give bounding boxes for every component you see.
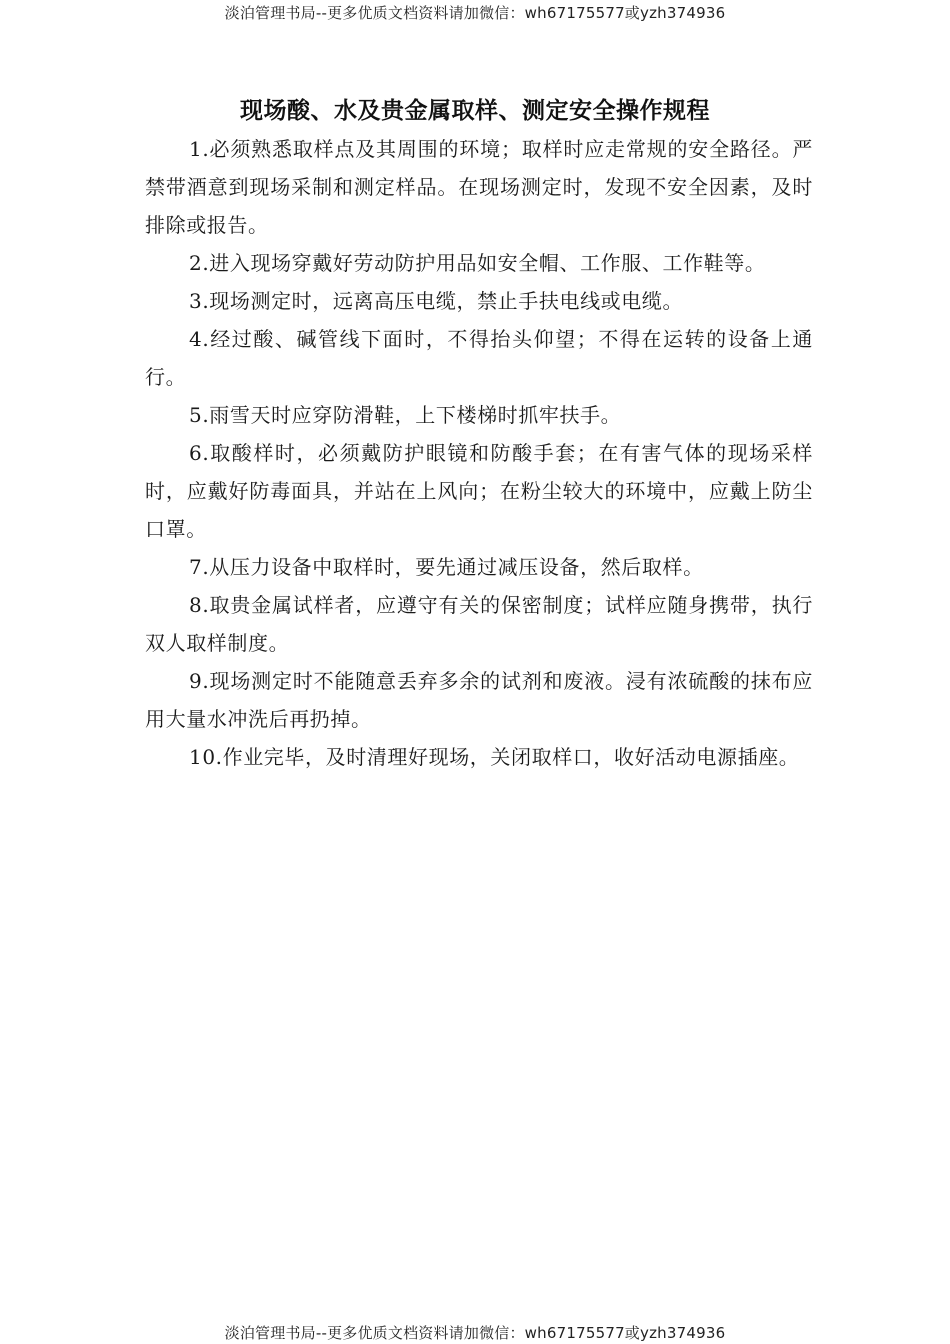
paragraph-5: 5.雨雪天时应穿防滑鞋，上下楼梯时抓牢扶手。 <box>189 403 622 427</box>
paragraph-1: 1.必须熟悉取样点及其周围的环境；取样时应走常规的安全路径。严禁带酒意到现场采制和测定样品。在现场测定时，发现不安全因素，及时排除或报告。 <box>145 137 813 237</box>
paragraph-7: 7.从压力设备中取样时，要先通过减压设备，然后取样。 <box>189 555 704 579</box>
paragraph-8: 8.取贵金属试样者，应遵守有关的保密制度；试样应随身携带，执行双人取样制度。 <box>145 593 813 655</box>
page-footer: 淡泊管理书局--更多优质文档资料请加微信：wh67175577或yzh374936 <box>224 1324 726 1342</box>
paragraph-10: 10.作业完毕，及时清理好现场，关闭取样口，收好活动电源插座。 <box>189 745 800 769</box>
document-body <box>145 130 813 776</box>
paragraph-9: 9.现场测定时不能随意丢弃多余的试剂和废液。浸有浓硫酸的抹布应用大量水冲洗后再扔掉。 <box>145 669 813 731</box>
paragraph-6: 6.取酸样时，必须戴防护眼镜和防酸手套；在有害气体的现场采样时，应戴好防毒面具，并站在上风向；在粉尘较大的环境中，应戴上防尘口罩。 <box>145 441 813 541</box>
paragraph-4: 4.经过酸、碱管线下面时，不得抬头仰望；不得在运转的设备上通行。 <box>145 327 813 389</box>
paragraph-2: 2.进入现场穿戴好劳动防护用品如安全帽、工作服、工作鞋等。 <box>189 251 766 275</box>
paragraph-3: 3.现场测定时，远离高压电缆，禁止手扶电线或电缆。 <box>189 289 684 313</box>
page-header: 淡泊管理书局--更多优质文档资料请加微信：wh67175577或yzh374936 <box>224 4 726 22</box>
document-title: 现场酸、水及贵金属取样、测定安全操作规程 <box>240 98 710 124</box>
